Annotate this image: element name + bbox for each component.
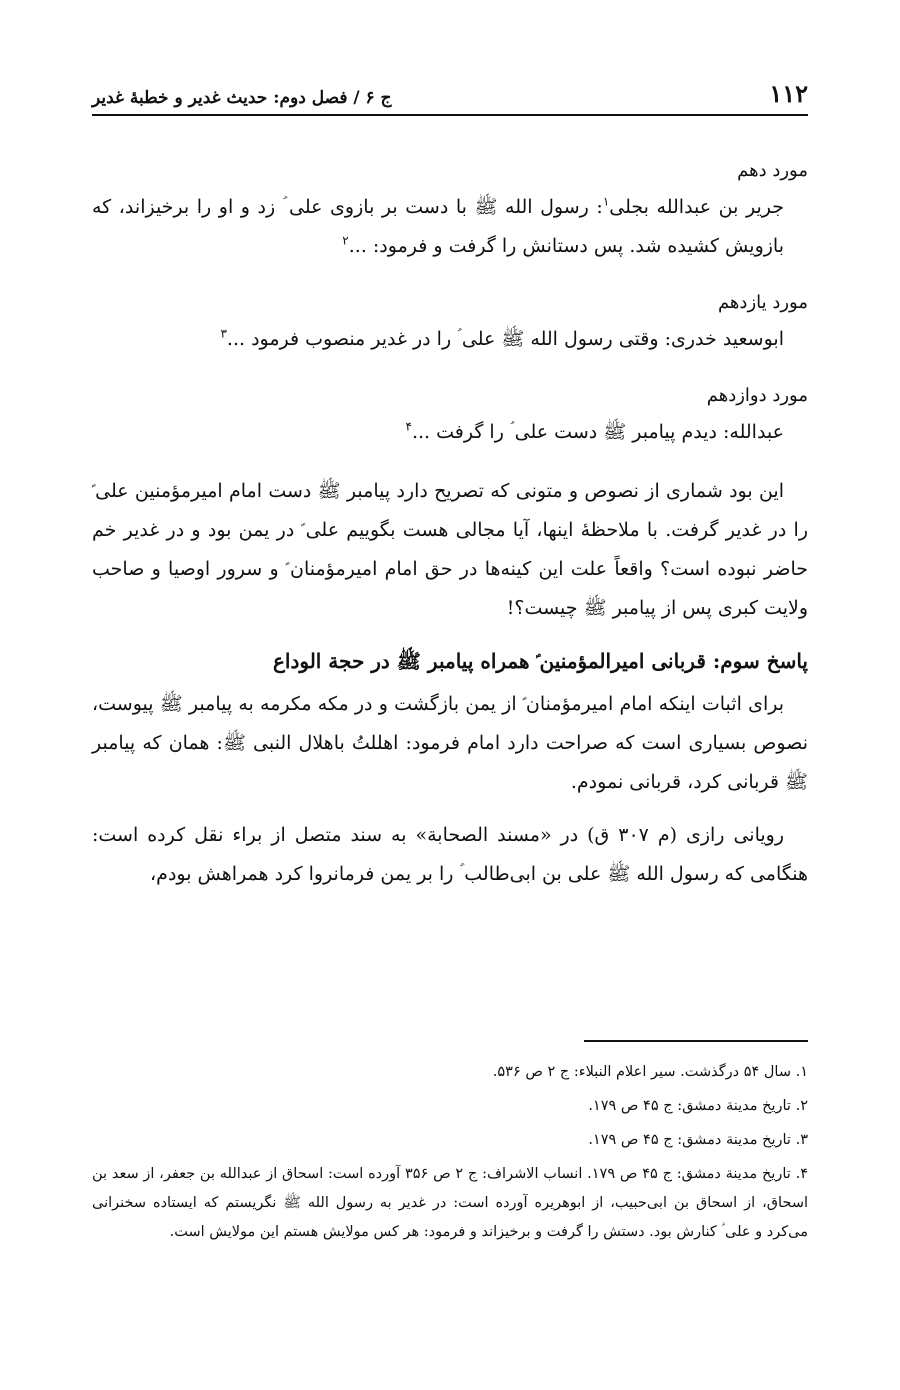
footnote-4: ۴. تاریخ مدینة دمشق: ج ۴۵ ص ۱۷۹. انساب الاشراف: ج ۲ ص ۳۵۶ آورده است: اسحاق از عبدالله بن جعفر، از سعد بن اسحاق، از اسحاق بن ابی‌حبیب، از ابوهریره آورده است: در غدیر به رسول الله ﷺ نگریستم که ایستاده سخنرانی می‌کرد و علی ؑ کنارش بود. دستش را گرفت و برخیزاند و فرمود: هر کس مولایش هستم این مولایش است. xyxy=(92,1166,809,1240)
page-number: ۱۱۲ xyxy=(769,79,808,108)
case-title-12: مورد دوازدهم xyxy=(706,385,808,406)
footnote-ref-4[interactable]: ۴ xyxy=(405,419,412,434)
section-heading: پاسخ سوم: قربانی امیرالمؤمنین ؑ همراه پیامبر ﷺ در حجة الوداع xyxy=(272,649,808,673)
footnote-divider xyxy=(584,1040,808,1042)
footnotes xyxy=(92,1040,808,1252)
page-header xyxy=(92,68,808,116)
running-title: ج ۶ / فصل دوم: حدیث غدیر و خطبهٔ غدیر xyxy=(92,88,392,108)
page xyxy=(92,68,808,908)
paragraph: رویانی رازی (م ۳۰۷ ق) در «مسند الصحابة» به سند متصل از براء نقل کرده است: هنگامی که رسول الله ﷺ علی بن ابی‌طالب ؑ را بر یمن فرمانروا کرد همراهش بودم، xyxy=(92,824,808,885)
paragraph: این بود شماری از نصوص و متونی که تصریح دارد پیامبر ﷺ دست امام امیرمؤمنین علی ؑ را در غدیر گرفت. با ملاحظهٔ اینها، آیا مجالی هست بگوییم علی ؑ در یمن بود و در غدیر خم حاضر نبوده است؟ واقعاً علت این کینه‌ها در حق امام امیرمؤمنان ؑ و سرور اوصیا و صاحب ولایت کبری پس از پیامبر ﷺ چیست؟! xyxy=(92,480,808,619)
footnote-ref-3[interactable]: ۳ xyxy=(220,326,227,341)
footnote-2: ۲. تاریخ مدینة دمشق: ج ۴۵ ص ۱۷۹. xyxy=(588,1098,808,1114)
paragraph: برای اثبات اینکه امام امیرمؤمنان ؑ از یمن بازگشت و در مکه مکرمه به پیامبر ﷺ پیوست، نصوص بسیاری است که صراحت دارد امام فرمود: اهللتُ باهلال النبی ﷺ: همان که پیامبر ﷺ قربانی کرد، قربانی نمودم. xyxy=(92,693,808,793)
footnote-ref-2[interactable]: ۲ xyxy=(342,233,349,248)
case-body-10: جریر بن عبدالله بجلی$^۱$: رسول الله ﷺ با دست بر بازوی علی ؑ زد و او را برخیزاند، که بازویش کشیده شد. پس دستانش را گرفت و فرمود: ...$^۲$ xyxy=(92,194,784,257)
main-content xyxy=(92,154,808,894)
footnote-3: ۳. تاریخ مدینة دمشق: ج ۴۵ ص ۱۷۹. xyxy=(588,1132,808,1148)
case-body-11: ابوسعید خدری: وقتی رسول الله ﷺ علی ؑ را در غدیر منصوب فرمود ...$^۳$ xyxy=(220,326,784,350)
footnote-1: ۱. سال ۵۴ درگذشت. سیر اعلام النبلاء: ج ۲ ص ۵۳۶. xyxy=(492,1064,808,1080)
case-body-12: عبدالله: دیدم پیامبر ﷺ دست علی ؑ را گرفت ...$^۴$ xyxy=(405,419,784,443)
case-title-11: مورد یازدهم xyxy=(717,292,808,313)
footnote-ref-1[interactable]: ۱ xyxy=(602,194,610,209)
case-title-10: مورد دهم xyxy=(737,160,808,181)
